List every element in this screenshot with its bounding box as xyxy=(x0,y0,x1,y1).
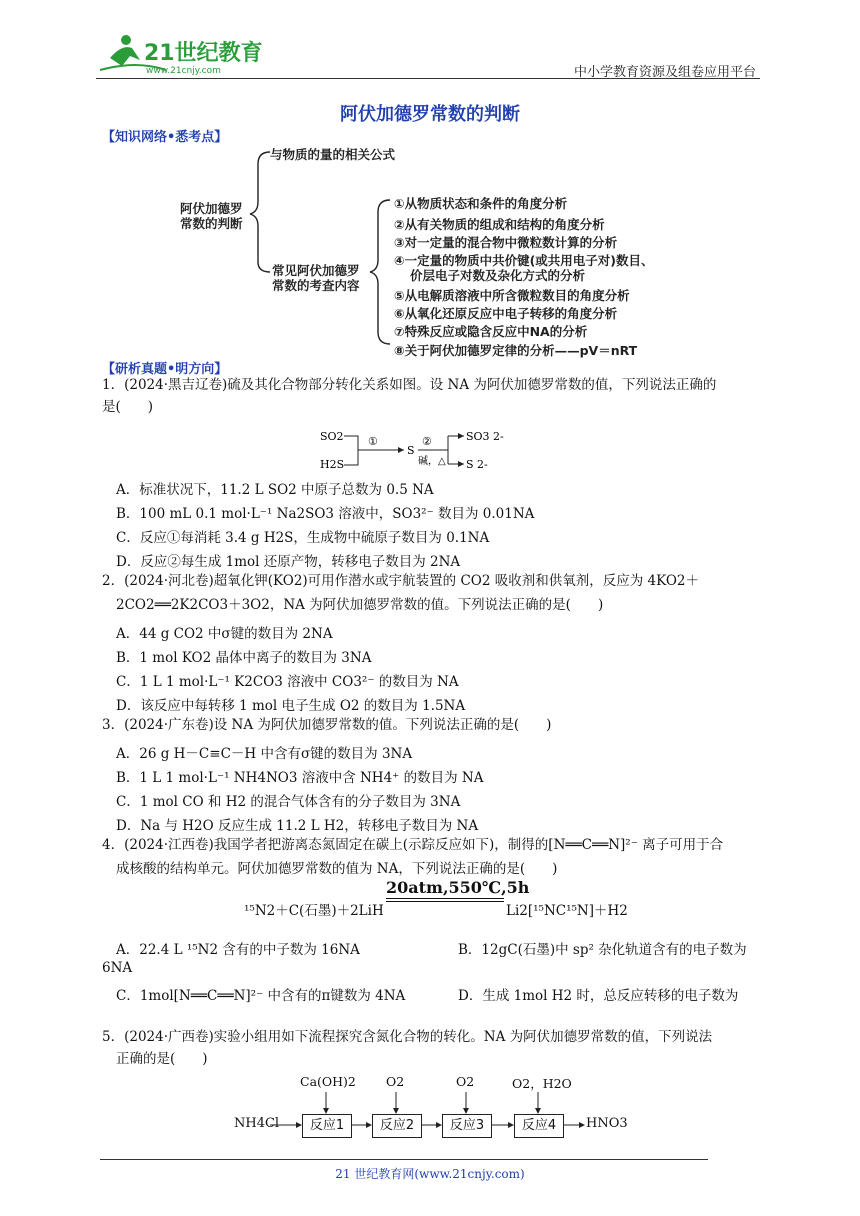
flow-arrows xyxy=(270,1090,600,1130)
question-1-option-a: A．标准状况下，11.2 L SO2 中原子总数为 0.5 NA xyxy=(116,482,434,498)
mind-map-branch-content-line2: 常数的考查内容 xyxy=(272,278,360,293)
svg-text:碱，△: 碱，△ xyxy=(418,456,446,467)
question-1-option-c: C．反应①每消耗 3.4 g H2S，生成物中硫原子数目为 0.1NA xyxy=(116,530,490,546)
question-5-stem-line2: 正确的是( ) xyxy=(116,1051,208,1067)
question-2-option-a: A．44 g CO2 中σ键的数目为 2NA xyxy=(116,626,333,642)
question-4-option-c: C．1mol[N══C══N]²⁻ 中含有的π键数为 4NA xyxy=(116,988,406,1004)
svg-text:21世纪教育: 21世纪教育 xyxy=(144,41,263,66)
flow-reaction-2: 反应2 xyxy=(372,1114,422,1138)
mind-map-item-7: ⑦特殊反应或隐含反应中NA的分析 xyxy=(394,324,588,339)
svg-text:S 2-: S 2- xyxy=(466,458,488,471)
mind-map-item-3: ③对一定量的混合物中微粒数计算的分析 xyxy=(394,235,618,250)
question-1-option-d: D．反应②每生成 1mol 还原产物，转移电子数目为 2NA xyxy=(116,554,461,570)
svg-text:SO3 2-: SO3 2- xyxy=(466,430,504,443)
question-4-equation-bar-bottom xyxy=(386,901,504,902)
mind-map-branch-formula: 与物质的量的相关公式 xyxy=(270,147,396,162)
svg-text:②: ② xyxy=(422,435,432,448)
page-title: 阿伏加德罗常数的判断 xyxy=(340,104,520,125)
flow-input-2: O2 xyxy=(386,1074,405,1089)
question-2-option-b: B．1 mol KO2 晶体中离子的数目为 3NA xyxy=(116,650,372,666)
question-4-products: Li2[¹⁵NC¹⁵N]＋H2 xyxy=(506,903,628,919)
header-platform-text: 中小学教育资源及组卷应用平台 xyxy=(573,65,756,80)
mind-map-root-line2: 常数的判断 xyxy=(180,216,243,231)
svg-text:①: ① xyxy=(368,435,378,448)
flow-input-3: O2 xyxy=(456,1074,475,1089)
svg-text:S: S xyxy=(407,444,415,457)
mind-map-item-5: ⑤从电解质溶液中所含微粒数目的角度分析 xyxy=(394,288,630,303)
question-4-option-b: B．12gC(石墨)中 sp² 杂化轨道含有的电子数为 xyxy=(458,942,747,958)
flow-input-1: Ca(OH)2 xyxy=(300,1074,356,1089)
flow-reaction-4: 反应4 xyxy=(514,1114,564,1138)
question-4-stem-line2: 成核酸的结构单元。阿伏加德罗常数的值为 NA，下列说法正确的是( ) xyxy=(116,861,558,877)
question-4-stem-line1: 4．(2024·江西卷)我国学者把游离态氮固定在碳上(示踪反应如下)，制得的[N══C══N]²⁻ 离子可用于合 xyxy=(102,837,724,853)
flow-start: NH4Cl xyxy=(234,1116,280,1131)
section-knowledge-network: 【知识网络•悉考点】 xyxy=(102,130,228,145)
question-2-stem-line1: 2．(2024·河北卷)超氧化钾(KO2)可用作潜水或宇航装置的 CO2 吸收剂和供氧剂，反应为 4KO2＋ xyxy=(102,573,700,589)
question-4-option-d: D．生成 1mol H2 时，总反应转移的电子数为 xyxy=(458,988,739,1004)
mind-map-item-1: ①从物质状态和条件的角度分析 xyxy=(394,196,568,211)
question-1-option-b: B．100 mL 0.1 mol·L⁻¹ Na2SO3 溶液中，SO3²⁻ 数目为 0.01NA xyxy=(116,506,535,522)
mind-map-item-6: ⑥从氧化还原反应中电子转移的角度分析 xyxy=(394,306,618,321)
section-real-questions: 【研析真题•明方向】 xyxy=(102,362,228,377)
header-divider xyxy=(96,78,760,79)
question-3-stem: 3．(2024·广东卷)设 NA 为阿伏加德罗常数的值。下列说法正确的是( ) xyxy=(102,717,552,733)
mind-map-root-line1: 阿伏加德罗 xyxy=(180,201,243,216)
svg-text:H2S: H2S xyxy=(320,458,345,471)
question-3-option-a: A．26 g H－C≡C－H 中含有σ键的数目为 3NA xyxy=(116,746,413,762)
question-3-option-b: B．1 L 1 mol·L⁻¹ NH4NO3 溶液中含 NH4⁺ 的数目为 NA xyxy=(116,770,484,786)
question-2-stem-line2: 2CO2══2K2CO3＋3O2，NA 为阿伏加德罗常数的值。下列说法正确的是( ) xyxy=(116,597,604,613)
footer-divider xyxy=(100,1159,708,1160)
question-1-stem-line1: 1．(2024·黑吉辽卷)硫及其化合物部分转化关系如图。设 NA 为阿伏加德罗常数的值，下列说法正确的 xyxy=(102,377,717,393)
question-2-option-c: C．1 L 1 mol·L⁻¹ K2CO3 溶液中 CO3²⁻ 的数目为 NA xyxy=(116,674,459,690)
svg-text:www.21cnjy.com: www.21cnjy.com xyxy=(146,66,221,76)
flow-reaction-1: 反应1 xyxy=(302,1114,352,1138)
question-3-option-d: D．Na 与 H2O 反应生成 11.2 L H2，转移电子数目为 NA xyxy=(116,818,479,834)
flow-reaction-3: 反应3 xyxy=(442,1114,492,1138)
question-4-reaction-condition: 20atm,550℃,5h xyxy=(386,878,530,897)
flow-end: HNO3 xyxy=(586,1116,628,1131)
question-1-stem-line2: 是( ) xyxy=(102,399,154,415)
mind-map-item-4-cont: 价层电子对数及杂化方式的分析 xyxy=(410,268,586,283)
question-4-option-a: A．22.4 L ¹⁵N2 含有的中子数为 16NA xyxy=(116,942,360,958)
mind-map-item-2: ②从有关物质的组成和结构的角度分析 xyxy=(394,217,605,232)
question-3-option-c: C．1 mol CO 和 H2 的混合气体含有的分子数目为 3NA xyxy=(116,794,461,810)
question-4-reactants: ¹⁵N2＋C(石墨)＋2LiH xyxy=(244,903,384,919)
question-5-stem-line1: 5．(2024·广西卷)实验小组用如下流程探究含氮化合物的转化。NA 为阿伏加德罗常数的值，下列说法 xyxy=(102,1029,713,1045)
mind-map-branch-content-line1: 常见阿伏加德罗 xyxy=(272,263,360,278)
mind-map-item-8: ⑧关于阿伏加德罗定律的分析——pV＝nRT xyxy=(394,343,638,358)
question-1-diagram xyxy=(318,428,518,474)
mind-map-item-4: ④一定量的物质中共价键(或共用电子对)数目、 xyxy=(394,253,654,268)
footer-text: 21 世纪教育网(www.21cnjy.com) xyxy=(335,1167,525,1181)
svg-text:SO2: SO2 xyxy=(320,430,344,443)
question-4-option-b-cont: 6NA xyxy=(102,960,133,976)
site-logo xyxy=(96,30,266,76)
question-2-option-d: D．该反应中每转移 1 mol 电子生成 O2 的数目为 1.5NA xyxy=(116,698,466,714)
flow-input-4: O2，H2O xyxy=(512,1076,572,1091)
question-4-equation-bar-top xyxy=(386,898,504,899)
